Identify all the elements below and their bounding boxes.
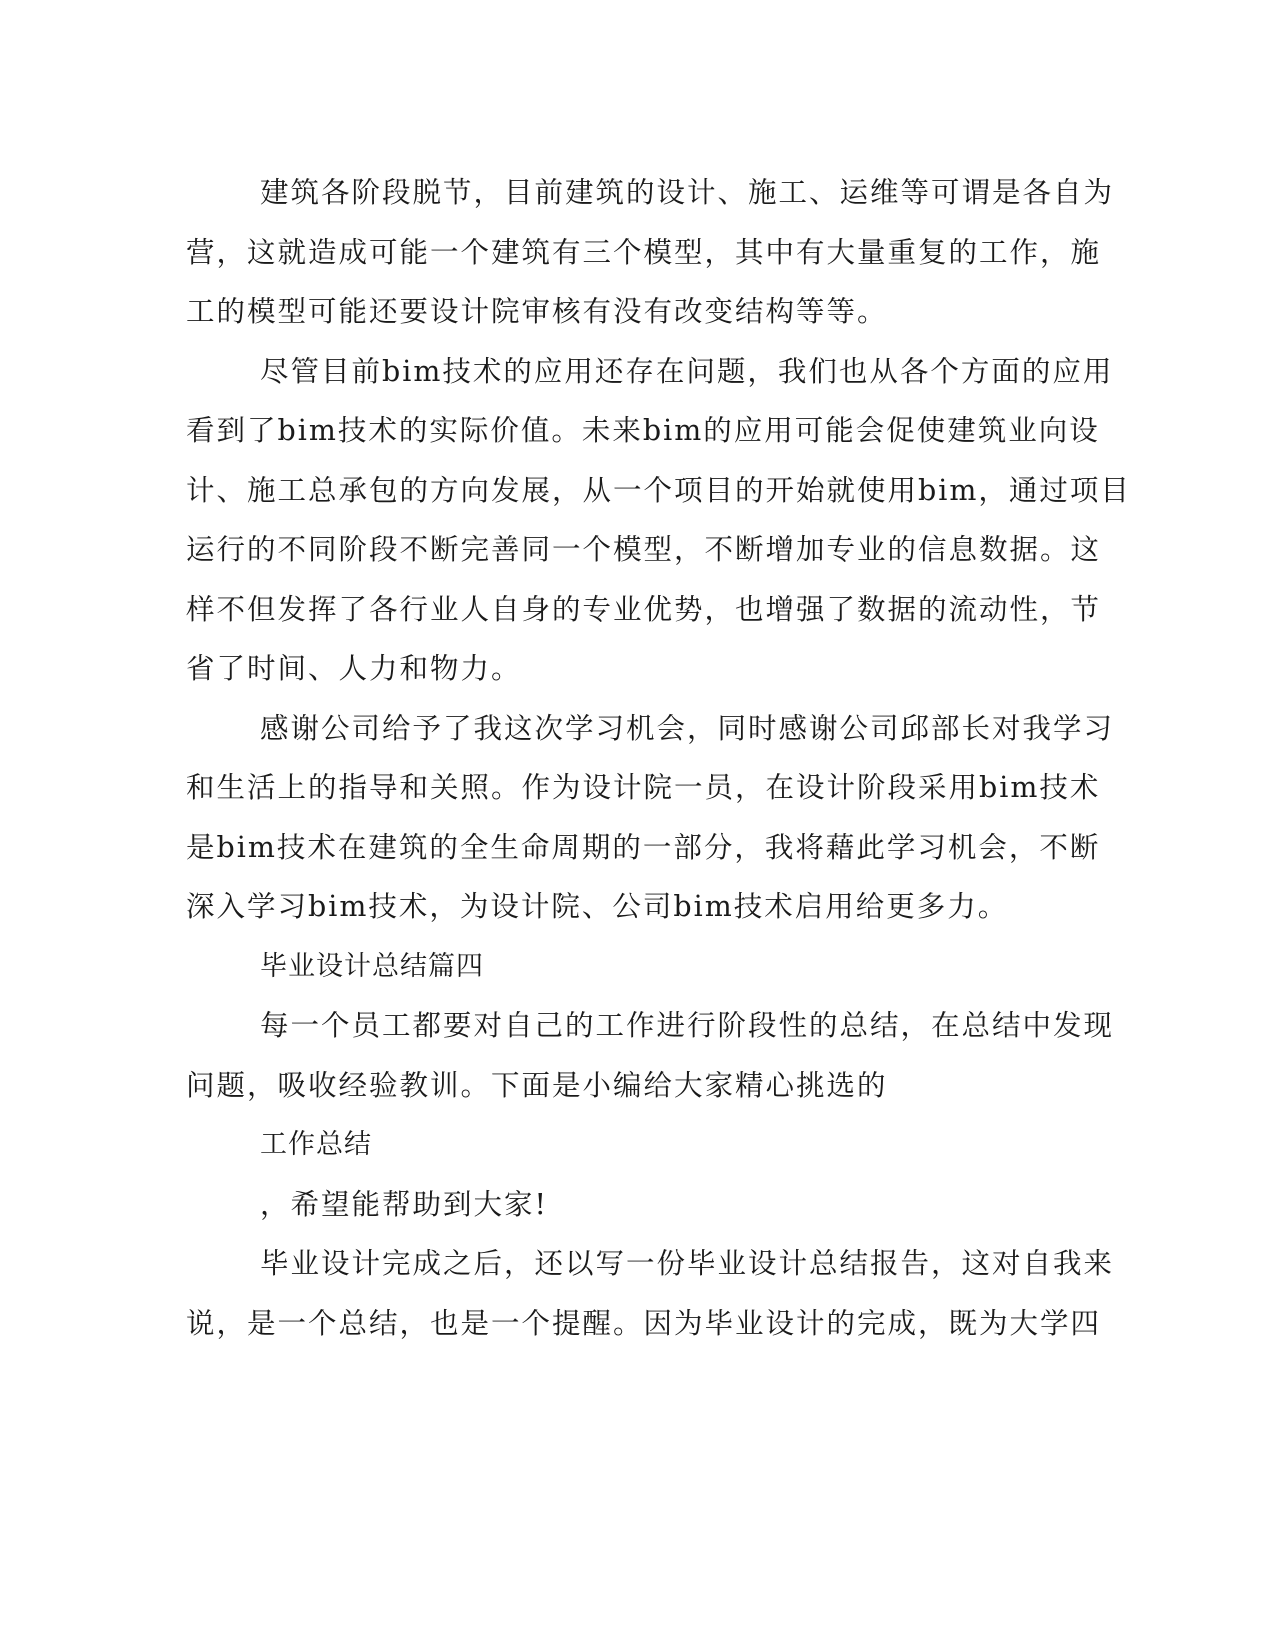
text-line: 和生活上的指导和关照。作为设计院一员，在设计阶段采用bim技术 <box>186 771 1101 804</box>
paragraph-2 <box>186 342 1131 699</box>
paragraph-3 <box>186 699 1115 937</box>
document-body <box>186 163 1131 1353</box>
text-line: 深入学习bim技术，为设计院、公司bim技术启用给更多力。 <box>186 890 1009 923</box>
text-line: 计、施工总承包的方向发展，从一个项目的开始就使用bim，通过项目 <box>186 473 1131 507</box>
text-line: 省了时间、人力和物力。 <box>186 652 522 685</box>
text-line: 营，这就造成可能一个建筑有三个模型，其中有大量重复的工作，施 <box>186 235 1102 269</box>
text-line: 每一个员工都要对自己的工作进行阶段性的总结，在总结中发现 <box>260 1009 1115 1042</box>
text-line: 问题，吸收经验教训。下面是小编给大家精心挑选的 <box>186 1068 888 1102</box>
text-line: 看到了bim技术的实际价值。未来bim的应用可能会促使建筑业向设 <box>186 414 1100 447</box>
heading-text: 毕业设计总结篇四 <box>260 950 484 982</box>
paragraph-5 <box>186 1175 1066 1235</box>
text-line: 感谢公司给予了我这次学习机会，同时感谢公司邱部长对我学习 <box>260 711 1115 745</box>
paragraph-6 <box>186 1234 1115 1353</box>
text-line: 工的模型可能还要设计院审核有没有改变结构等等。 <box>186 295 888 328</box>
text-line: 说，是一个总结，也是一个提醒。因为毕业设计的完成，既为大学四 <box>186 1306 1102 1340</box>
text-line: 是bim技术在建筑的全生命周期的一部分，我将藉此学习机会，不断 <box>186 830 1101 864</box>
text-line: 样不但发挥了各行业人自身的专业优势，也增强了数据的流动性，节 <box>186 592 1102 626</box>
text-line: ，希望能帮助到大家! <box>260 1187 548 1221</box>
section-heading <box>186 937 1066 997</box>
subheading <box>186 1115 1066 1175</box>
text-line: 建筑各阶段脱节，目前建筑的设计、施工、运维等可谓是各自为 <box>260 176 1115 209</box>
text-line: 运行的不同阶段不断完善同一个模型，不断增加专业的信息数据。这 <box>186 533 1102 566</box>
paragraph-4 <box>186 996 1115 1115</box>
paragraph-1 <box>186 163 1115 342</box>
text-line: 毕业设计完成之后，还以写一份毕业设计总结报告，这对自我来 <box>260 1247 1115 1280</box>
text-line: 尽管目前bim技术的应用还存在问题，我们也从各个方面的应用 <box>260 354 1114 388</box>
subheading-text: 工作总结 <box>260 1129 372 1160</box>
